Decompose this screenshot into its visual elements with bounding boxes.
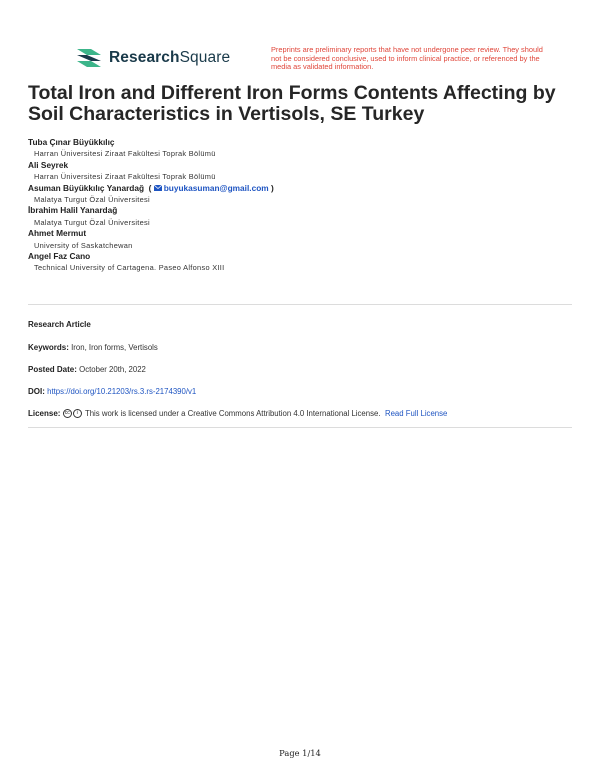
author-name[interactable]: Angel Faz Cano — [28, 250, 91, 261]
article-type-text: Research Article — [28, 320, 91, 329]
author-block — [28, 160, 568, 183]
research-square-mark-icon — [75, 47, 103, 69]
doi-link[interactable]: https://doi.org/10.21203/rs.3.rs-2174390/v1 — [47, 387, 197, 396]
logo-text — [109, 49, 230, 67]
author-block — [28, 137, 568, 160]
license-text: This work is licensed under a Creative Commons Attribution 4.0 International License. — [84, 409, 381, 418]
author-block — [28, 251, 568, 274]
author-name[interactable]: Ali Seyrek — [28, 159, 69, 170]
keywords-row — [28, 343, 158, 352]
author-name[interactable]: Tuba Çınar Büyükkılıç — [28, 137, 115, 147]
license-row — [28, 409, 447, 418]
author-block — [28, 228, 568, 251]
keywords-label: Keywords: — [28, 343, 69, 352]
posted-date-value: October 20th, 2022 — [79, 365, 146, 374]
author-name[interactable]: İbrahim Halil Yanardağ — [28, 205, 118, 216]
author-affiliation: Harran Üniversitesi Ziraat Fakültesi Toprak Bölümü — [34, 149, 216, 159]
posted-date-row — [28, 365, 146, 374]
logo-word-research: Research — [109, 49, 180, 66]
posted-date-label: Posted Date: — [28, 365, 77, 374]
read-full-license-link[interactable]: Read Full License — [384, 409, 448, 418]
article-type — [28, 320, 91, 329]
envelope-icon — [154, 185, 162, 191]
author-affiliation: Harran Üniversitesi Ziraat Fakültesi Toprak Bölümü — [34, 172, 216, 182]
author-affiliation: Technical University of Cartagena. Paseo Alfonso XIII — [34, 263, 225, 273]
paper-title: Total Iron and Different Iron Forms Contents Affecting by Soil Characteristics in Vertisols, SE Turkey — [28, 82, 556, 125]
author-name[interactable]: Ahmet Mermut — [28, 228, 87, 239]
section-divider — [28, 427, 572, 428]
research-square-logo[interactable] — [75, 47, 230, 69]
section-divider — [28, 304, 572, 305]
attribution-icon: i — [73, 409, 82, 418]
author-list — [28, 137, 568, 274]
author-affiliation: University of Saskatchewan — [34, 240, 133, 250]
author-affiliation: Malatya Turgut Özal Üniversitesi — [34, 194, 150, 204]
preprint-disclaimer: Preprints are preliminary reports that have not undergone peer review. They should not be considered conclusive, used to inform clinical practice, or referenced by the media as validated information. — [271, 45, 543, 72]
author-affiliation: Malatya Turgut Özal Üniversitesi — [34, 217, 150, 227]
doi-row — [28, 387, 196, 396]
page-number: Page 1/14 — [279, 748, 321, 758]
creative-commons-icon: cc — [64, 410, 70, 417]
author-email-link[interactable]: buyukasuman@gmail.com — [163, 182, 269, 193]
doi-label: DOI: — [28, 387, 45, 396]
keywords-value: Iron, Iron forms, Vertisols — [71, 343, 158, 352]
author-name[interactable]: Asuman Büyükkılıç Yanardağ — [28, 182, 145, 193]
author-block — [28, 183, 568, 206]
license-label: License: — [28, 409, 61, 418]
corresponding-author: Asuman Büyükkılıç Yanardağ ( buyukasuman@gmail.com ) — [28, 182, 274, 193]
author-block — [28, 205, 568, 228]
logo-word-square: Square — [179, 49, 231, 66]
